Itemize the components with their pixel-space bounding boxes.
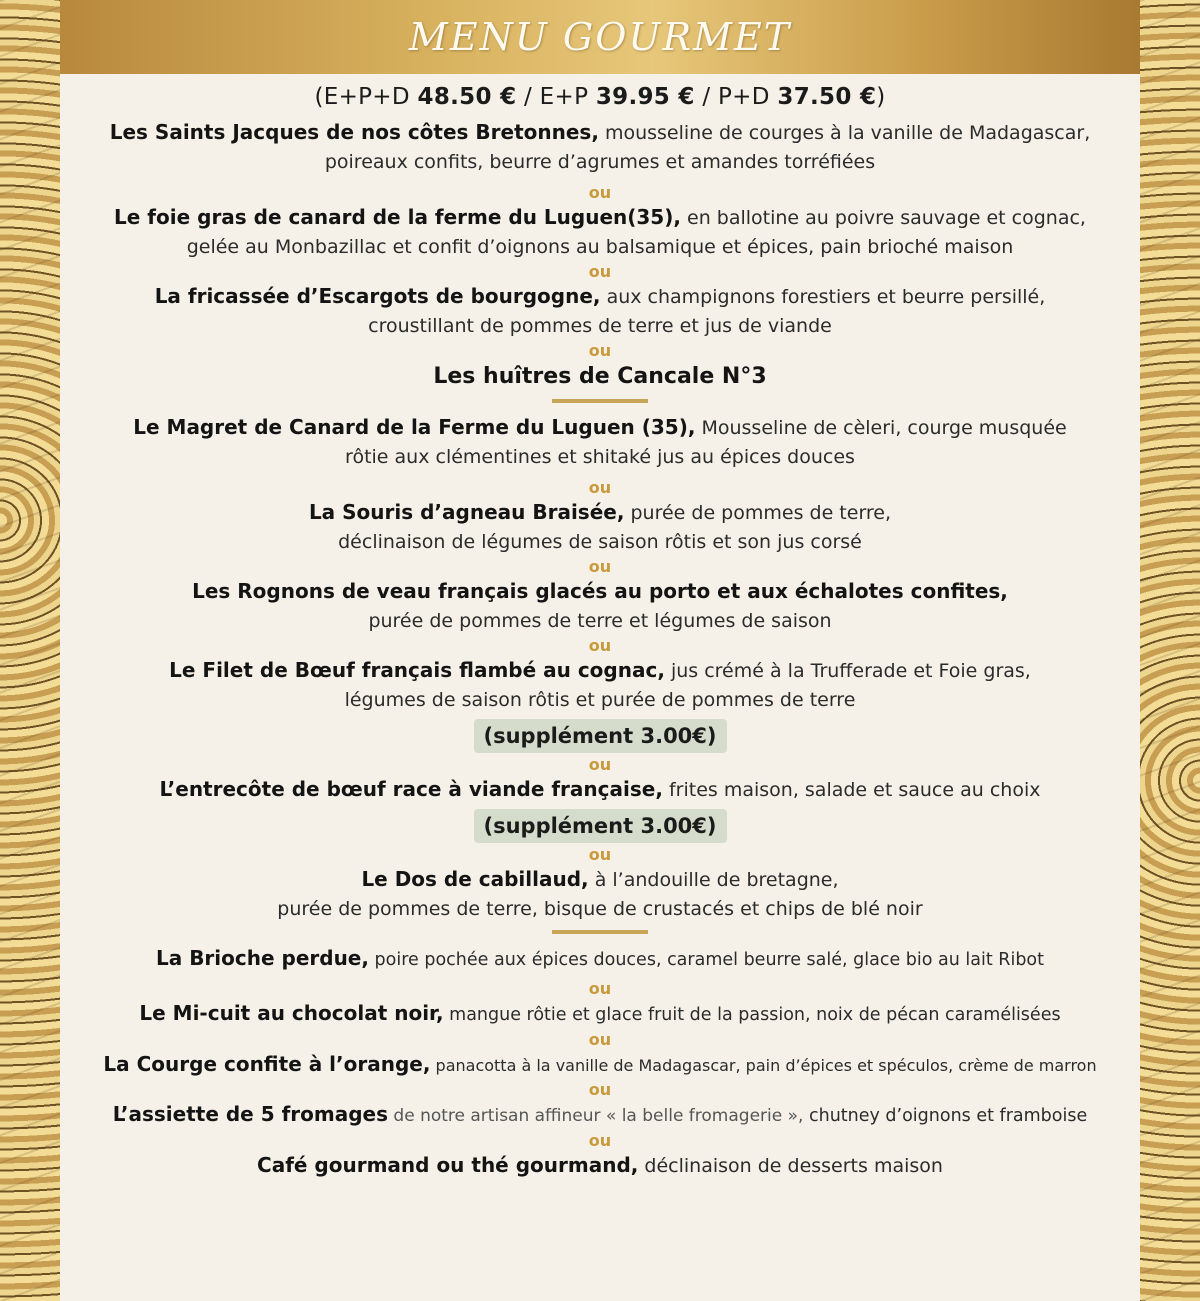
- menu-content: [60, 74, 1140, 1301]
- dish-name: L’assiette de 5 fromages: [112, 1102, 389, 1126]
- dish-desc: mangue rôtie et glace fruit de la passion, noix de pécan caramélisées: [443, 1005, 1061, 1025]
- dish-desc: en ballotine au poivre sauvage et cognac,: [680, 207, 1086, 229]
- or-separator: ou: [588, 478, 612, 497]
- dish-name: Les Rognons de veau français glacés au porto et aux échalotes confites,: [192, 579, 1008, 603]
- dish-name: La fricassée d’Escargots de bourgogne,: [154, 284, 601, 308]
- or-separator: ou: [588, 755, 612, 774]
- dish-name: Les Saints Jacques de nos côtes Bretonnes,: [109, 120, 599, 144]
- dish-item: [156, 944, 1044, 975]
- dish-name: La Brioche perdue,: [155, 946, 369, 970]
- dish-item: [114, 203, 1086, 262]
- dish-desc: poireaux confits, beurre d’agrumes et amandes torréfiées: [324, 151, 876, 173]
- or-separator: ou: [588, 557, 612, 576]
- dish-desc-light: de notre artisan affineur « la belle fromagerie »,: [388, 1106, 804, 1126]
- supplement-badge: (supplément 3.00€): [474, 719, 727, 753]
- gold-pattern-border-right: [1140, 0, 1200, 1301]
- section-divider: [552, 399, 648, 403]
- dish-item: [257, 1151, 943, 1181]
- menu-header-banner: [60, 0, 1140, 74]
- prices-sep: /: [694, 84, 719, 110]
- or-separator: ou: [588, 845, 612, 864]
- dish-name: Café gourmand ou thé gourmand,: [257, 1153, 639, 1177]
- dish-desc: purée de pommes de terre et légumes de saison: [368, 610, 832, 632]
- dish-name: Le Mi-cuit au chocolat noir,: [139, 1001, 444, 1025]
- or-separator: ou: [588, 979, 612, 998]
- section-divider: [552, 930, 648, 934]
- dish-desc: poire pochée aux épices douces, caramel beurre salé, glace bio au lait Ribot: [368, 950, 1044, 970]
- dish-desc: panacotta à la vanille de Madagascar, pain d’épices et spéculos, crème de marron: [430, 1056, 1097, 1075]
- dish-name: Le foie gras de canard de la ferme du Luguen(35),: [114, 205, 681, 229]
- dish-desc: chutney d’oignons et framboise: [803, 1106, 1088, 1126]
- menu-title: MENU GOURMET: [408, 15, 792, 59]
- or-separator: ou: [588, 1030, 612, 1049]
- price-c: 37.50 €: [777, 84, 877, 110]
- or-separator: ou: [588, 183, 612, 202]
- dish-item: [103, 1050, 1096, 1080]
- price-a-label: E+P+D: [323, 84, 418, 110]
- or-separator: ou: [588, 636, 612, 655]
- dish-desc: déclinaison de légumes de saison rôtis et son jus corsé: [338, 531, 862, 553]
- prices-open: (: [314, 84, 324, 110]
- or-separator: ou: [588, 341, 612, 360]
- dish-item: [277, 865, 922, 924]
- prices-close: ): [876, 84, 886, 110]
- dish-desc: purée de pommes de terre,: [624, 502, 892, 524]
- dish-item: [113, 1100, 1087, 1131]
- dish-name: La Souris d’agneau Braisée,: [308, 500, 625, 524]
- price-c-label: P+D: [718, 84, 778, 110]
- dish-item: [139, 999, 1060, 1030]
- dish-desc: frites maison, salade et sauce au choix: [662, 779, 1041, 801]
- price-b: 39.95 €: [595, 84, 695, 110]
- dish-item: [133, 413, 1066, 472]
- dish-desc: mousseline de courges à la vanille de Madagascar,: [598, 122, 1091, 144]
- dish-desc: rôtie aux clémentines et shitaké jus au épices douces: [345, 446, 855, 468]
- dish-item: [160, 775, 1041, 805]
- dish-item: [309, 498, 891, 557]
- dish-item: [169, 656, 1031, 715]
- menu-prices: [314, 84, 885, 110]
- dish-desc: purée de pommes de terre, bisque de crustacés et chips de blé noir: [277, 898, 923, 920]
- or-separator: ou: [588, 1080, 612, 1099]
- dish-name: Les huîtres de Cancale N°3: [433, 364, 767, 389]
- dish-item: [192, 577, 1008, 636]
- dish-desc: gelée au Monbazillac et confit d’oignons au balsamique et épices, pain brioché maison: [186, 236, 1014, 258]
- or-separator: ou: [588, 1131, 612, 1150]
- dish-name: Le Dos de cabillaud,: [361, 867, 589, 891]
- dish-name: Le Magret de Canard de la Ferme du Luguen (35),: [133, 415, 696, 439]
- dish-desc: déclinaison de desserts maison: [638, 1155, 943, 1177]
- dish-desc: croustillant de pommes de terre et jus de viande: [368, 315, 832, 337]
- dish-item: [110, 118, 1090, 177]
- price-b-label: E+P: [539, 84, 596, 110]
- or-separator: ou: [588, 262, 612, 281]
- prices-sep: /: [516, 84, 540, 110]
- dish-desc: à l’andouille de bretagne,: [588, 869, 839, 891]
- dish-desc: aux champignons forestiers et beurre persillé,: [600, 286, 1046, 308]
- dish-item: [155, 282, 1046, 341]
- dish-desc: légumes de saison rôtis et purée de pommes de terre: [344, 689, 856, 711]
- dish-name: Le Filet de Bœuf français flambé au cognac,: [169, 658, 665, 682]
- dish-desc: Mousseline de cèleri, courge musquée: [695, 417, 1067, 439]
- dish-desc: jus crémé à la Trufferade et Foie gras,: [664, 660, 1031, 682]
- dish-name: L’entrecôte de bœuf race à viande française,: [159, 777, 663, 801]
- gold-pattern-border-left: [0, 0, 60, 1301]
- dish-name: La Courge confite à l’orange,: [103, 1052, 431, 1076]
- price-a: 48.50 €: [417, 84, 517, 110]
- supplement-badge: (supplément 3.00€): [474, 809, 727, 843]
